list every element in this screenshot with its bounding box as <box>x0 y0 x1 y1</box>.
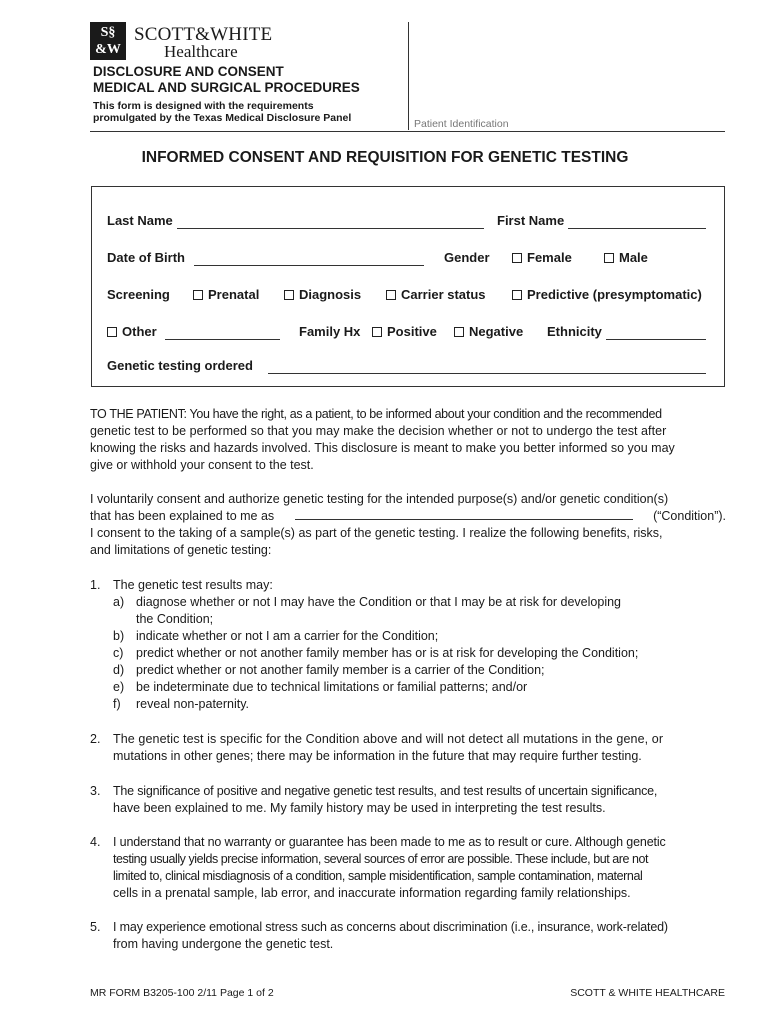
genetic-testing-ordered-field[interactable] <box>268 373 706 374</box>
list-item: predict whether or not another family member has or is at risk for developing the Condition; <box>136 646 639 660</box>
list-item: a) <box>113 595 125 609</box>
logo-subtitle: Healthcare <box>164 42 238 61</box>
last-name-field[interactable] <box>177 228 484 229</box>
family-hx-label: Family Hx <box>299 324 361 339</box>
list-item: indicate whether or not I am a carrier for the Condition; <box>136 629 439 643</box>
item-5-line: I may experience emotional stress such as concerns about discrimination (i.e., insurance, work-related) <box>113 920 668 934</box>
disclosure-title: DISCLOSURE AND CONSENT MEDICAL AND SURGICAL PROCEDURES <box>93 64 360 95</box>
condition-field[interactable] <box>295 508 633 520</box>
header-rule <box>90 131 725 132</box>
ethnicity-field[interactable] <box>606 339 706 340</box>
list-item: b) <box>113 629 125 643</box>
male-option[interactable]: Male <box>604 250 648 265</box>
item-4-line: cells in a prenatal sample, lab error, and inaccurate information regarding family relationships. <box>113 886 631 900</box>
item-5-line: from having undergone the genetic test. <box>113 937 334 951</box>
male-checkbox[interactable] <box>604 253 614 263</box>
predictive-option[interactable]: Predictive (presymptomatic) <box>512 287 702 302</box>
item-1-number: 1. <box>90 578 101 592</box>
last-name-label: Last Name <box>107 213 173 228</box>
dob-label: Date of Birth <box>107 250 185 265</box>
list-item: e) <box>113 680 125 694</box>
item-4-line: limited to, clinical misdiagnosis of a condition, sample misidentification, sample contamination, maternal <box>113 869 643 883</box>
carrier-status-option[interactable]: Carrier status <box>386 287 486 302</box>
patient-rights-paragraph: TO THE PATIENT: You have the right, as a patient, to be informed about your condition and the recommended genetic test to be performed so that you may make the decision whether or not to undergo the test after knowing the risks and hazards involved. This disclosure is meant to make you better informed so you may give or withhold your consent to the test. <box>90 407 675 472</box>
other-option[interactable]: Other <box>107 324 157 339</box>
negative-option[interactable]: Negative <box>454 324 523 339</box>
positive-checkbox[interactable] <box>372 327 382 337</box>
female-checkbox[interactable] <box>512 253 522 263</box>
prenatal-option[interactable]: Prenatal <box>193 287 259 302</box>
item-3-line: have been explained to me. My family history may be used in interpreting the test results. <box>113 801 606 815</box>
logo-mark: S§ &W <box>90 22 126 60</box>
diagnosis-checkbox[interactable] <box>284 290 294 300</box>
diagnosis-option[interactable]: Diagnosis <box>284 287 361 302</box>
disclosure-note: This form is designed with the requirements promulgated by the Texas Medical Disclosure Panel <box>93 100 352 124</box>
item-3-line: The significance of positive and negative genetic test results, and test results of uncertain significance, <box>113 784 658 798</box>
ethnicity-label: Ethnicity <box>547 324 602 339</box>
negative-checkbox[interactable] <box>454 327 464 337</box>
logo-name: SCOTT&WHITE <box>134 24 273 45</box>
genetic-testing-ordered-label: Genetic testing ordered <box>107 358 253 373</box>
prenatal-checkbox[interactable] <box>193 290 203 300</box>
list-item: d) <box>113 663 125 677</box>
item-2-line: mutations in other genes; there may be information in the future that may require further testing. <box>113 749 642 763</box>
first-name-label: First Name <box>497 213 565 228</box>
list-item: be indeterminate due to technical limitations or familial patterns; and/or <box>136 680 528 694</box>
consent-paragraph: I voluntarily consent and authorize genetic testing for the intended purpose(s) and/or genetic condition(s) that has been explained to me as (“Condition”). I consent to the taking of a sample(s) as part of the genetic testing. I realize the following benefits, risks, and limitations of genetic testing: <box>90 492 726 557</box>
item-2-line: The genetic test is specific for the Condition above and will not detect all mutations in the gene, or <box>113 732 664 746</box>
item-4-line: I understand that no warranty or guarantee has been made to me as to result or cure. Although genetic <box>113 835 666 849</box>
item-1-text: The genetic test results may: <box>113 578 273 592</box>
patient-identification-label: Patient Identification <box>414 118 509 130</box>
page-title: INFORMED CONSENT AND REQUISITION FOR GENETIC TESTING <box>141 149 629 166</box>
item-2-number: 2. <box>90 732 101 746</box>
form-number-footer: MR FORM B3205-100 2/11 Page 1 of 2 <box>90 987 274 999</box>
org-name-footer: SCOTT & WHITE HEALTHCARE <box>570 987 725 999</box>
item-5-number: 5. <box>90 920 101 934</box>
screening-label: Screening <box>107 287 170 302</box>
other-checkbox[interactable] <box>107 327 117 337</box>
first-name-field[interactable] <box>568 228 706 229</box>
predictive-checkbox[interactable] <box>512 290 522 300</box>
gender-label: Gender <box>444 250 490 265</box>
list-item: diagnose whether or not I may have the Condition or that I may be at risk for developing <box>136 595 621 609</box>
scott-white-logo <box>90 22 275 62</box>
list-item: predict whether or not another family member is a carrier of the Condition; <box>136 663 545 677</box>
header-divider <box>408 22 409 130</box>
other-field[interactable] <box>165 339 280 340</box>
female-option[interactable]: Female <box>512 250 572 265</box>
item-3-number: 3. <box>90 784 101 798</box>
positive-option[interactable]: Positive <box>372 324 437 339</box>
list-item: the Condition; <box>136 612 214 626</box>
item-4-number: 4. <box>90 835 101 849</box>
item-4-line: testing usually yields precise information, several sources of error are possible. These include, but are not <box>113 852 649 866</box>
carrier-status-checkbox[interactable] <box>386 290 396 300</box>
dob-field[interactable] <box>194 265 424 266</box>
list-item: f) <box>113 697 121 711</box>
list-item: c) <box>113 646 124 660</box>
list-item: reveal non-paternity. <box>136 697 250 711</box>
